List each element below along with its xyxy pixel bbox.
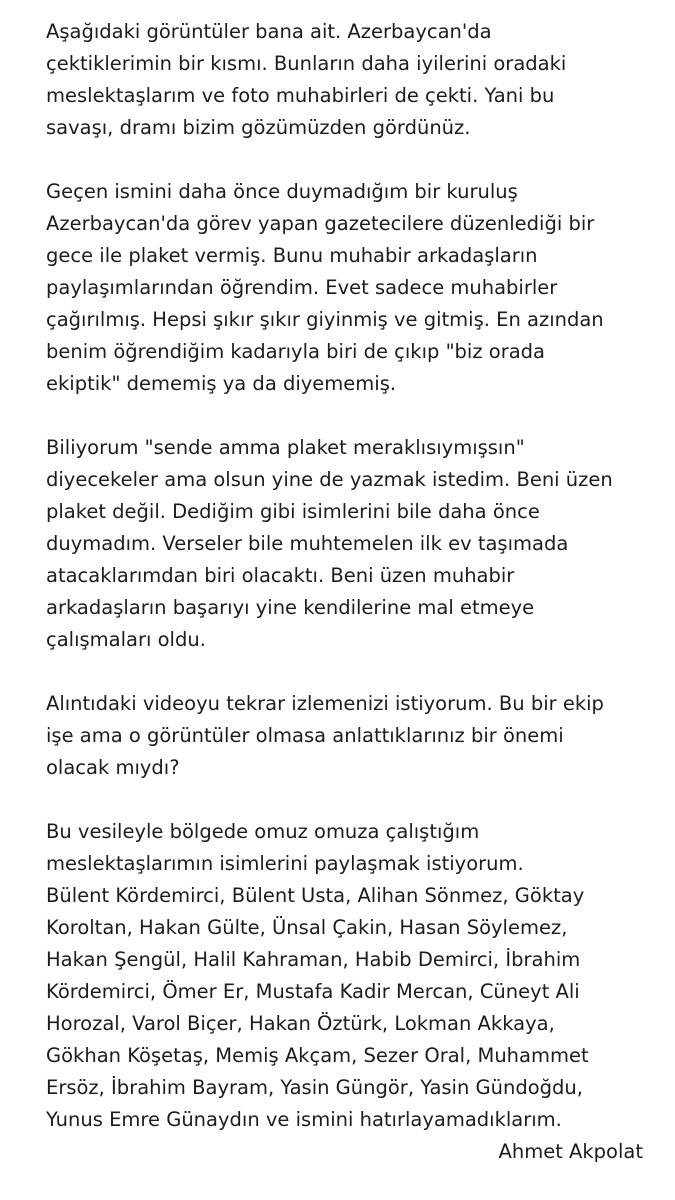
text-line: Koroltan, Hakan Gülte, Ünsal Çakin, Hasan Söylemez,	[46, 916, 568, 939]
text-line: duymadım. Verseler bile muhtemelen ilk ev taşımada	[46, 532, 569, 555]
text-line: Yunus Emre Günaydın ve ismini hatırlayamadıklarım.	[46, 1108, 562, 1131]
paragraph-2	[46, 176, 646, 400]
text-line: savaşı, dramı bizim gözümüzden gördünüz.	[46, 116, 471, 139]
document-body	[46, 16, 646, 1168]
paragraph-1	[46, 16, 646, 144]
text-line: Kördemirci, Ömer Er, Mustafa Kadir Mercan, Cüneyt Ali	[46, 980, 580, 1003]
text-line: paylaşımlarından öğrendim. Evet sadece muhabirler	[46, 276, 558, 299]
text-line: Gökhan Köşetaş, Memiş Akçam, Sezer Oral, Muhammet	[46, 1044, 589, 1067]
text-line: benim öğrendiğim kadarıyla biri de çıkıp "biz orada	[46, 340, 546, 363]
paragraph-4	[46, 688, 646, 784]
text-line: Bülent Kördemirci, Bülent Usta, Alihan Sönmez, Göktay	[46, 884, 585, 907]
text-line: meslektaşlarımın isimlerini paylaşmak istiyorum.	[46, 852, 524, 875]
text-line: çektiklerimin bir kısmı. Bunların daha iyilerini oradaki	[46, 52, 567, 75]
author-signature: Ahmet Akpolat	[498, 1140, 643, 1163]
text-line: Azerbaycan'da görev yapan gazetecilere düzenlediği bir	[46, 212, 595, 235]
text-line: arkadaşların başarıyı yine kendilerine mal etmeye	[46, 596, 535, 619]
paragraph-5	[46, 816, 646, 1136]
text-line: Geçen ismini daha önce duymadığım bir kuruluş	[46, 180, 518, 203]
text-line: işe ama o görüntüler olmasa anlattıklarınız bir önemi	[46, 724, 564, 747]
text-line: Horozal, Varol Biçer, Hakan Öztürk, Lokman Akkaya,	[46, 1012, 555, 1035]
paragraph-3	[46, 432, 646, 656]
text-line: diyecekeler ama olsun yine de yazmak istedim. Beni üzen	[46, 468, 613, 491]
text-line: ekiptik" dememiş ya da diyememiş.	[46, 372, 397, 395]
text-line: Bu vesileyle bölgede omuz omuza çalıştığım	[46, 820, 480, 843]
text-line: olacak mıydı?	[46, 756, 180, 779]
text-line: Aşağıdaki görüntüler bana ait. Azerbaycan'da	[46, 20, 492, 43]
text-line: Ersöz, İbrahim Bayram, Yasin Güngör, Yasin Gündoğdu,	[46, 1076, 583, 1099]
text-line: Alıntıdaki videoyu tekrar izlemenizi istiyorum. Bu bir ekip	[46, 692, 604, 715]
text-line: Hakan Şengül, Halil Kahraman, Habib Demirci, İbrahim	[46, 948, 581, 971]
text-line: Biliyorum "sende amma plaket meraklısıymışsın"	[46, 436, 525, 459]
text-line: plaket değil. Dediğim gibi isimlerini bile daha önce	[46, 500, 540, 523]
text-line: meslektaşlarım ve foto muhabirleri de çekti. Yani bu	[46, 84, 555, 107]
text-line: atacaklarımdan biri olacaktı. Beni üzen muhabir	[46, 564, 515, 587]
text-line: çağırılmış. Hepsi şıkır şıkır giyinmiş ve gitmiş. En azından	[46, 308, 604, 331]
text-line: gece ile plaket vermiş. Bunu muhabir arkadaşların	[46, 244, 538, 267]
text-line: çalışmaları oldu.	[46, 628, 206, 651]
